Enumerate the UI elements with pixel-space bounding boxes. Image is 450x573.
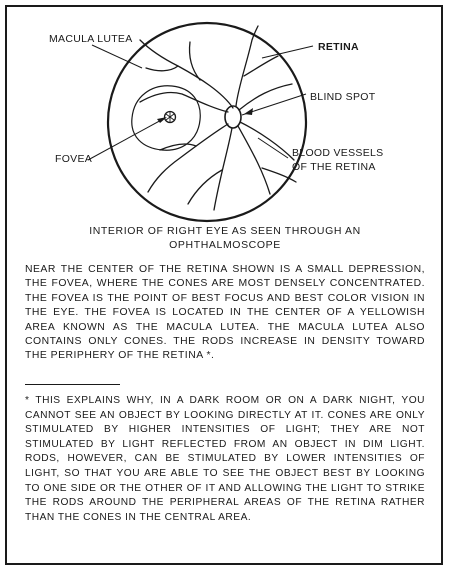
footnote-text: * THIS EXPLAINS WHY, IN A DARK ROOM OR ON A DARK NIGHT, YOU CANNOT SEE AN OBJECT BY LOOKING DIRECTLY AT IT. CONES ARE ONLY STIMULATED BY HIGHER INTENSITIES OF LIGHT; THEY ARE NOT STIMULATED BY LIGHT REFLECTED FROM AN OBJECT IN DIM LIGHT. RODS, HOWEVER, CAN BE STIMULATED BY LOWER INTENSITIES OF LIGHT, SO THAT YOU ARE ABLE TO SEE THE OBJECT BEST BY LOOKING TO ONE SIDE OR THE OTHER OF IT AND ALLOWING THE LIGHT TO STRIKE THE RODS AROUND THE PERIPHERAL AREAS OF THE RETINA RATHER THAN THE CONES IN THE CENTRAL AREA. [25, 395, 425, 523]
caption-line-2: OPHTHALMOSCOPE [169, 239, 281, 251]
label-retina: RETINA [318, 41, 359, 53]
label-blood-vessels-line1: BLOOD VESSELS [292, 147, 384, 159]
footnote-divider [25, 384, 120, 385]
body-paragraph: NEAR THE CENTER OF THE RETINA SHOWN IS A SMALL DEPRESSION, THE FOVEA, WHERE THE CONES ARE MOST DENSELY CONCENTRATED. THE FOVEA IS THE POINT OF BEST FOCUS AND BEST COLOR VISION IN THE EYE. THE FOVEA IS LOCATED IN THE CENTER OF A YELLOWISH AREA KNOWN AS THE MACULA LUTEA. THE MACULA LUTEA ALSO CONTAINS ONLY CONES. THE RODS INCREASE IN DENSITY TOWARD THE PERIPHERY OF THE RETINA *. [25, 264, 425, 362]
label-blind-spot: BLIND SPOT [310, 91, 376, 103]
label-fovea: FOVEA [55, 153, 93, 165]
eye-outline [108, 23, 306, 221]
retina-diagram [0, 0, 450, 230]
label-blood-vessels-line2: OF THE RETINA [292, 161, 376, 173]
caption-line-1: INTERIOR OF RIGHT EYE AS SEEN THROUGH AN [89, 225, 361, 237]
label-macula-lutea: MACULA LUTEA [49, 33, 133, 45]
figure-caption [20, 224, 430, 252]
